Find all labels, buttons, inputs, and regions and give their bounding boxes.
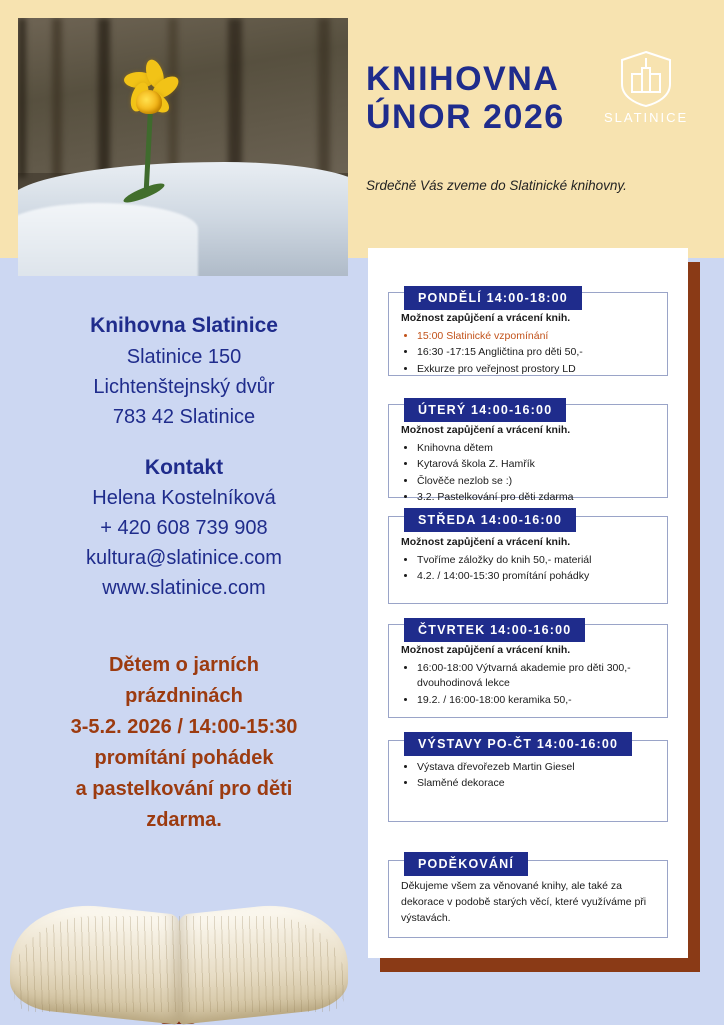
list-item: • 15:00 Slatinické vzpomínání <box>417 329 657 344</box>
kids-note-line-1: Dětem o jarních <box>108 654 260 676</box>
coat-of-arms-icon <box>620 50 672 108</box>
kids-note-line-6: zdarma. <box>146 809 222 831</box>
schedule-card-header: ÚTERÝ 14:00-16:00 <box>404 398 566 422</box>
photo-snow-foreground <box>18 203 198 276</box>
kids-note-line-3: 3-5.2. 2026 / 14:00-15:30 <box>70 716 298 738</box>
schedule-card-header: ČTVRTEK 14:00-16:00 <box>404 618 585 642</box>
address-line-3: 783 42 Slatinice <box>112 405 256 428</box>
open-book-illustration <box>0 834 360 1024</box>
list-item: • 19.2. / 16:00-18:00 keramika 50,- <box>417 693 657 708</box>
thanks-card-header: PODĚKOVÁNÍ <box>404 852 528 876</box>
schedule-card-header: VÝSTAVY PO-ČT 14:00-16:00 <box>404 732 632 756</box>
kids-note-line-4: promítání pohádek <box>94 747 274 769</box>
schedule-item-list <box>401 760 657 791</box>
list-item: • Výstava dřevořezeb Martin Giesel <box>417 760 657 775</box>
schedule-item-list <box>401 553 657 584</box>
book-right-pages <box>178 897 348 1025</box>
flower-trumpet <box>136 90 162 114</box>
list-item: • 4.2. / 14:00-15:30 promítání pohádky <box>417 569 657 584</box>
schedule-item-list <box>401 441 657 505</box>
schedule-item-list <box>401 661 657 708</box>
list-item: • Člověče nezlob se :) <box>417 474 657 489</box>
municipal-crest <box>604 50 688 125</box>
kids-holiday-note <box>14 650 354 836</box>
list-item: • 3.2. Pastelkování pro děti zdarma <box>417 490 657 505</box>
contact-website[interactable]: www.slatinice.com <box>102 577 266 599</box>
address-line-2: Lichtenštejnský dvůr <box>93 375 275 398</box>
schedule-note: Možnost zapůjčení a vrácení knih. <box>401 644 571 656</box>
book-left-pages <box>10 897 180 1025</box>
contact-block <box>14 310 354 603</box>
schedule-card-header: PONDĚLÍ 14:00-18:00 <box>404 286 582 310</box>
list-item: • 16:30 -17:15 Angličtina pro děti 50,- <box>417 345 657 360</box>
schedule-note: Možnost zapůjčení a vrácení knih. <box>401 312 571 324</box>
list-item: • Knihovna dětem <box>417 441 657 456</box>
schedule-card-header: STŘEDA 14:00-16:00 <box>404 508 576 532</box>
kids-note-line-2: prázdninách <box>125 685 243 707</box>
contact-email[interactable]: kultura@slatinice.com <box>86 547 282 569</box>
library-name: Knihovna Slatinice <box>90 314 278 337</box>
list-item: • Slaměné dekorace <box>417 776 657 791</box>
photo-trees <box>18 18 348 178</box>
header-subtitle: Srdečně Vás zveme do Slatinické knihovny. <box>366 178 627 194</box>
list-item: • 16:00-18:00 Výtvarná akademie pro děti 300,- dvouhodinová lekce <box>417 661 657 691</box>
address-line-1: Slatinice 150 <box>126 345 242 368</box>
list-item: • Kytarová škola Z. Hamřík <box>417 457 657 472</box>
crest-label: SLATINICE <box>604 110 689 125</box>
title-line-2: ÚNOR 2026 <box>366 98 565 137</box>
contact-phone: + 420 608 739 908 <box>100 517 268 539</box>
schedule-item-list <box>401 329 657 377</box>
thanks-text: Děkujeme všem za věnované knihy, ale také za dekorace v podobě starých věcí, které využíváme při výstavách. <box>401 880 647 924</box>
list-item: • Tvoříme záložky do knih 50,- materiál <box>417 553 657 568</box>
schedule-note: Možnost zapůjčení a vrácení knih. <box>401 536 571 548</box>
schedule-note: Možnost zapůjčení a vrácení knih. <box>401 424 571 436</box>
contact-person: Helena Kostelníková <box>92 487 276 509</box>
title-line-1: KNIHOVNA <box>366 60 560 98</box>
kids-note-line-5: a pastelkování pro děti <box>75 778 293 800</box>
daffodil-in-snow-photo <box>18 18 348 276</box>
contact-heading: Kontakt <box>144 455 224 479</box>
list-item: • Exkurze pro veřejnost prostory LD <box>417 362 657 377</box>
